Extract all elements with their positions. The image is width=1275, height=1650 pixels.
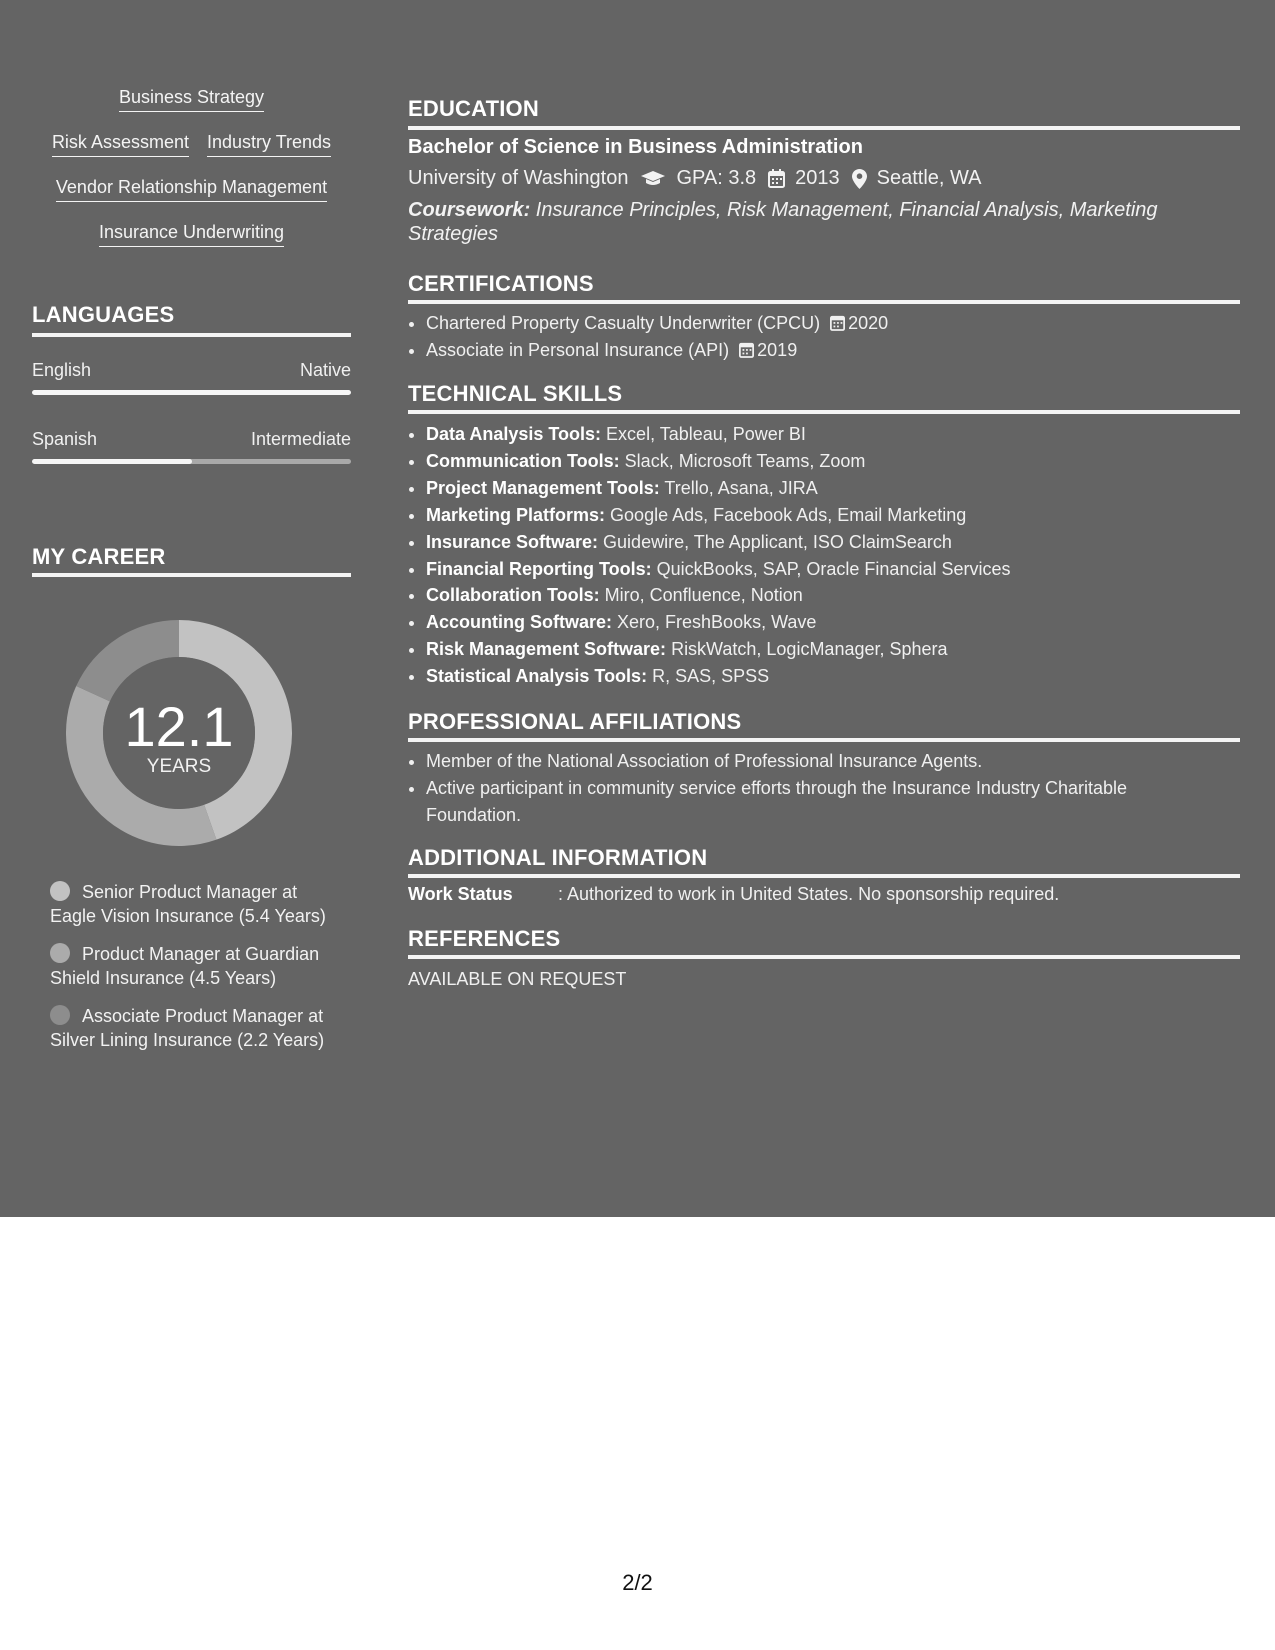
work-status-value: : Authorized to work in United States. No sponsorship required. bbox=[558, 884, 1060, 904]
skill-value: Google Ads, Facebook Ads, Email Marketing bbox=[605, 504, 967, 525]
career-role-text: Senior Product Manager at Eagle Vision Insurance (5.4 Years) bbox=[50, 882, 326, 926]
education-meta bbox=[408, 167, 982, 190]
skill-value: R, SAS, SPSS bbox=[647, 666, 770, 687]
skill-tag-insurance-underwriting: Insurance Underwriting bbox=[99, 221, 284, 247]
skill-value: Excel, Tableau, Power BI bbox=[601, 424, 806, 444]
certification-year: 2020 bbox=[848, 313, 889, 333]
education-title: EDUCATION bbox=[408, 96, 539, 121]
education-school: University of Washington bbox=[408, 167, 629, 189]
legend-dot bbox=[50, 943, 70, 963]
certifications-rule bbox=[408, 300, 1240, 304]
skill-value: Trello, Asana, JIRA bbox=[659, 477, 818, 498]
references-title: REFERENCES bbox=[408, 926, 561, 951]
technical-skill-item bbox=[426, 609, 1011, 636]
career-rule bbox=[32, 573, 351, 577]
certifications-title: CERTIFICATIONS bbox=[408, 271, 594, 296]
legend-dot bbox=[50, 1005, 70, 1025]
skill-tag-row bbox=[32, 131, 351, 176]
skill-label: Accounting Software: bbox=[426, 612, 613, 633]
affiliations-list bbox=[408, 748, 1186, 829]
additional-info-rule bbox=[408, 874, 1240, 878]
skill-value: Xero, FreshBooks, Wave bbox=[612, 612, 817, 633]
calendar-icon bbox=[830, 314, 845, 331]
technical-skill-item bbox=[426, 556, 1011, 583]
skill-tag-business-strategy: Business Strategy bbox=[119, 86, 264, 112]
language-level: Intermediate bbox=[250, 429, 351, 449]
certification-name: Chartered Property Casualty Underwriter (CPCU) bbox=[426, 313, 821, 333]
technical-skills-title: TECHNICAL SKILLS bbox=[408, 381, 623, 406]
coursework-text: Insurance Principles, Risk Management, Financial Analysis, Marketing Strategies bbox=[408, 199, 1158, 245]
languages-title: LANGUAGES bbox=[32, 302, 175, 327]
technical-skill-item bbox=[426, 582, 1011, 609]
language-level: Native bbox=[299, 360, 351, 380]
certification-year: 2019 bbox=[757, 340, 798, 360]
calendar-icon bbox=[739, 341, 754, 358]
technical-skill-item bbox=[426, 663, 1011, 690]
legend-dot bbox=[50, 881, 70, 901]
language-english-fill bbox=[32, 390, 351, 395]
references-text: AVAILABLE ON REQUEST bbox=[408, 969, 627, 989]
skill-tag-row bbox=[32, 176, 351, 221]
education-gpa: GPA: 3.8 bbox=[676, 167, 757, 189]
career-role-text: Product Manager at Guardian Shield Insurance (4.5 Years) bbox=[50, 944, 320, 988]
language-english-bar bbox=[32, 390, 351, 395]
technical-skill-item bbox=[426, 421, 1011, 448]
skill-value: RiskWatch, LogicManager, Sphera bbox=[666, 639, 948, 660]
technical-skill-item bbox=[426, 529, 1011, 556]
coursework-label: Coursework: bbox=[408, 199, 531, 221]
graduation-cap-icon bbox=[640, 170, 666, 188]
career-role bbox=[50, 880, 330, 928]
work-status bbox=[408, 884, 1059, 905]
career-role bbox=[50, 1004, 330, 1052]
skill-label: Financial Reporting Tools: bbox=[426, 558, 652, 579]
skill-tag-risk-assessment: Risk Assessment bbox=[52, 131, 189, 157]
skill-tag-row bbox=[32, 86, 351, 131]
affiliation-item: • Active participant in community service efforts through the Insurance Industry Charitable Foundation. bbox=[426, 775, 1186, 829]
technical-skill-item bbox=[426, 636, 1011, 663]
language-english bbox=[32, 360, 351, 381]
language-name: Spanish bbox=[32, 429, 98, 449]
skill-tag-vendor-relationship: Vendor Relationship Management bbox=[56, 176, 327, 202]
skill-tag-row bbox=[32, 221, 351, 266]
additional-info-title: ADDITIONAL INFORMATION bbox=[408, 845, 708, 870]
affiliations-rule bbox=[408, 738, 1240, 742]
certifications-list bbox=[408, 310, 888, 364]
language-name: English bbox=[32, 360, 92, 380]
technical-skills-rule bbox=[408, 410, 1240, 414]
education-coursework bbox=[408, 198, 1208, 246]
skill-label: Communication Tools: bbox=[426, 450, 620, 471]
career-unit: YEARS bbox=[146, 756, 212, 777]
technical-skill-item bbox=[426, 475, 1011, 502]
skill-label: Statistical Analysis Tools: bbox=[426, 666, 648, 687]
skill-tags bbox=[32, 86, 351, 266]
education-year: 2013 bbox=[795, 167, 840, 189]
language-spanish bbox=[32, 429, 351, 450]
education-location: Seattle, WA bbox=[876, 167, 982, 189]
skill-value: QuickBooks, SAP, Oracle Financial Services bbox=[651, 558, 1011, 579]
skill-label: Data Analysis Tools: bbox=[426, 424, 602, 444]
calendar-icon bbox=[768, 169, 785, 188]
affiliation-item: • Member of the National Association of Professional Insurance Agents. bbox=[426, 748, 1186, 775]
skill-label: Collaboration Tools: bbox=[426, 585, 600, 606]
career-roles-list bbox=[50, 880, 330, 1066]
technical-skill-item bbox=[426, 502, 1011, 529]
technical-skills-list bbox=[408, 421, 1011, 690]
career-donut-chart bbox=[66, 620, 292, 846]
certification-item bbox=[426, 337, 888, 364]
career-role bbox=[50, 942, 330, 990]
language-spanish-fill bbox=[32, 459, 192, 464]
career-title: MY CAREER bbox=[32, 544, 166, 569]
languages-rule bbox=[32, 333, 351, 337]
skill-label: Marketing Platforms: bbox=[426, 504, 606, 525]
skill-label: Insurance Software: bbox=[426, 531, 599, 552]
work-status-label: Work Status bbox=[408, 884, 513, 904]
skill-tag-industry-trends: Industry Trends bbox=[207, 131, 331, 157]
references-rule bbox=[408, 955, 1240, 959]
certification-name: Associate in Personal Insurance (API) bbox=[426, 340, 730, 360]
affiliations-title: PROFESSIONAL AFFILIATIONS bbox=[408, 709, 742, 734]
career-role-text: Associate Product Manager at Silver Lining Insurance (2.2 Years) bbox=[50, 1006, 325, 1050]
skill-value: Slack, Microsoft Teams, Zoom bbox=[619, 450, 866, 471]
language-spanish-bar bbox=[32, 459, 351, 464]
skill-label: Risk Management Software: bbox=[426, 639, 667, 660]
education-rule bbox=[408, 126, 1240, 130]
certification-item bbox=[426, 310, 888, 337]
skill-value: Guidewire, The Applicant, ISO ClaimSearch bbox=[598, 531, 952, 552]
skill-label: Project Management Tools: bbox=[426, 477, 660, 498]
map-pin-icon bbox=[852, 169, 867, 189]
career-total: 12.1 bbox=[124, 695, 234, 758]
skill-value: Miro, Confluence, Notion bbox=[599, 585, 803, 606]
technical-skill-item bbox=[426, 448, 1011, 475]
page-number: 2/2 bbox=[622, 1570, 653, 1595]
education-degree: Bachelor of Science in Business Administration bbox=[408, 136, 863, 158]
